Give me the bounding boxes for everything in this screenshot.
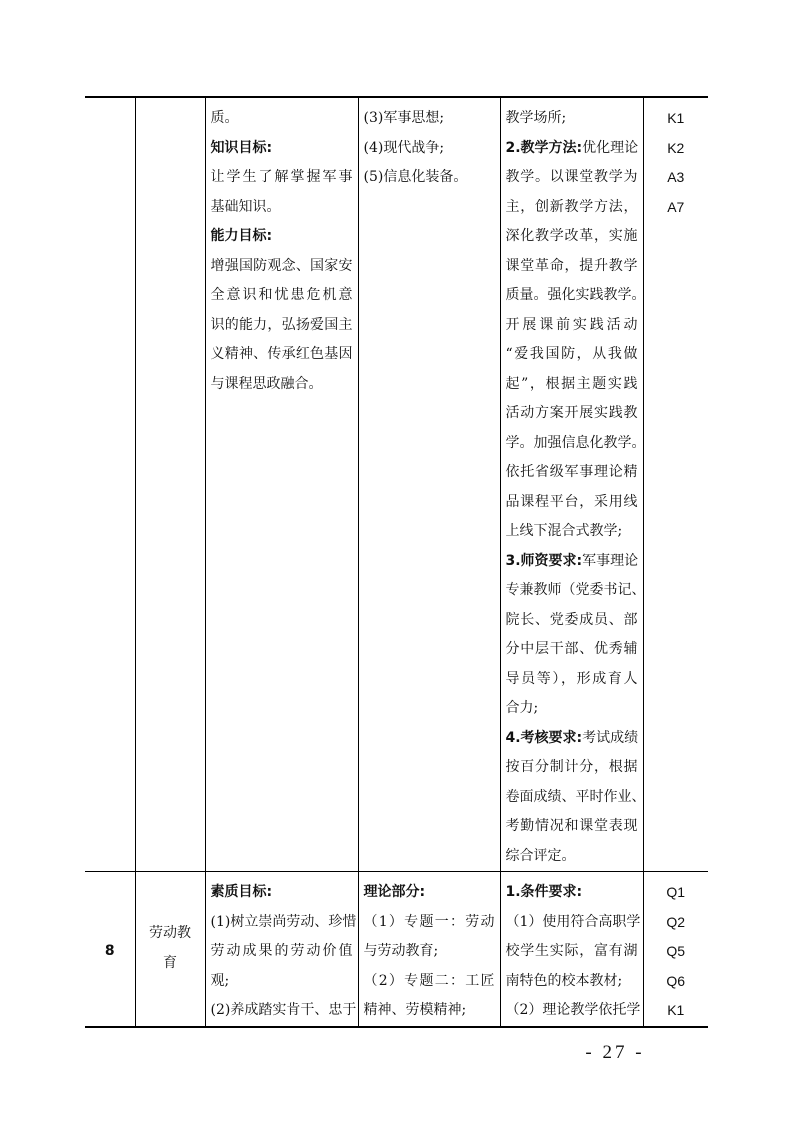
- cell-line: 校学生实际，富有湖: [505, 943, 638, 959]
- cell-line: 识的能力，弘扬爱国主: [210, 316, 353, 333]
- goals-cell: [205, 872, 358, 1027]
- cell-line: 能力目标:: [210, 228, 273, 244]
- content-cell: [358, 97, 500, 872]
- cell-line: 开展课前实践活动: [505, 316, 638, 333]
- cell-line: (3)军事思想;: [363, 110, 445, 126]
- cell-line: (4)现代战争;: [363, 139, 445, 156]
- ability-code: Q2: [666, 913, 686, 930]
- ability-code: Q5: [666, 943, 686, 959]
- cell-line: 课堂革命，提升教学: [505, 257, 638, 274]
- cell-line: 基础知识。: [210, 198, 281, 215]
- cell-line: 理论部分:: [363, 884, 426, 900]
- course-name-cell: [135, 872, 205, 1027]
- cell-line: 质。: [210, 110, 239, 126]
- cell-line: 卷面成绩、平时作业、: [505, 788, 646, 805]
- ability-code: A3: [667, 169, 685, 185]
- cell-line: 教学场所;: [505, 110, 567, 126]
- cell-line: [506, 547, 638, 577]
- cell-line: （2）理论教学依托学: [505, 1002, 641, 1018]
- section-text: 考试成绩: [582, 729, 639, 746]
- cell-line: 主，创新教学方法，: [505, 198, 638, 215]
- cell-line: 与课程思政融合。: [210, 375, 323, 392]
- cell-line: 教学。以课堂教学为: [505, 169, 638, 185]
- cell-line: (1)树立崇尚劳动、珍惜: [210, 913, 357, 930]
- cell-line: （1）使用符合高职学: [505, 913, 641, 930]
- cell-line: 知识目标:: [210, 139, 273, 156]
- goals-cell: [205, 97, 358, 872]
- cell-line: 全意识和忧患危机意: [210, 287, 353, 303]
- requirements-cell: [500, 872, 643, 1027]
- cell-line: 综合评定。: [505, 847, 576, 864]
- requirements-cell: [500, 97, 646, 872]
- content-cell: [358, 872, 500, 1027]
- cell-line: 让学生了解掌握军事: [210, 169, 353, 185]
- cell-line: 1.条件要求:: [505, 884, 583, 900]
- cell-line: 合力;: [505, 700, 539, 716]
- cell-line: 导员等），形成育人: [505, 670, 638, 687]
- cell-line: 义精神、传承红色基因: [210, 346, 353, 362]
- ability-code: A7: [667, 198, 685, 215]
- course-name-cell: [135, 97, 205, 872]
- page-number: - 27 -: [585, 1042, 645, 1063]
- cell-line: 学。加强信息化教学。: [505, 434, 646, 451]
- ability-code: K2: [667, 139, 685, 156]
- table-row: [85, 872, 708, 1027]
- cell-line: 院长、党委成员、部: [505, 611, 638, 628]
- section-text: 军事理论: [582, 552, 639, 569]
- cell-line: （2）专题二：工匠: [363, 972, 495, 989]
- cell-line: 素质目标:: [210, 884, 273, 900]
- cell-line: 精神、劳模精神;: [363, 1002, 467, 1018]
- cell-line: 质量。强化实践教学。: [505, 287, 646, 303]
- cell-line: 增强国防观念、国家安: [210, 257, 353, 274]
- cell-line: (5)信息化装备。: [363, 169, 468, 185]
- ability-codes-cell: [643, 872, 708, 1027]
- section-label: 2.教学方法:: [505, 139, 583, 156]
- cell-line: 考勤情况和课堂表现: [505, 818, 638, 834]
- cell-line: 上线下混合式教学;: [505, 523, 623, 539]
- course-number-cell: [85, 97, 135, 872]
- cell-line: [506, 724, 638, 754]
- cell-line: 品课程平台，采用线: [505, 493, 638, 510]
- cell-line: [506, 134, 638, 164]
- ability-code: K1: [667, 110, 685, 126]
- cell-line: （1）专题一：劳动: [363, 913, 495, 930]
- cell-line: 按百分制计分，根据: [505, 759, 638, 775]
- cell-line: “爱我国防，从我做: [505, 346, 638, 362]
- section-label: 3.师资要求:: [505, 552, 583, 569]
- course-number-cell: 8: [85, 872, 135, 1027]
- ability-codes-cell: [643, 97, 708, 872]
- cell-line: (2)养成踏实肯干、忠于: [210, 1002, 357, 1018]
- course-table: [85, 96, 708, 1028]
- table-row: [85, 97, 708, 872]
- cell-line: 南特色的校本教材;: [505, 972, 623, 989]
- cell-line: 起”，根据主题实践: [505, 375, 638, 392]
- cell-line: 劳动成果的劳动价值: [210, 943, 353, 959]
- section-label: 4.考核要求:: [505, 729, 583, 746]
- ability-code: K1: [667, 1002, 685, 1018]
- cell-line: 深化教学改革，实施: [505, 228, 638, 244]
- cell-line: 与劳动教育;: [363, 943, 439, 959]
- cell-line: 专兼教师（党委书记、: [505, 582, 646, 598]
- cell-line: 分中层干部、优秀辅: [505, 641, 638, 657]
- cell-line: 活动方案开展实践教: [505, 405, 638, 421]
- ability-code: Q6: [666, 972, 686, 989]
- ability-code: Q1: [666, 884, 686, 900]
- cell-line: 依托省级军事理论精: [505, 464, 638, 480]
- section-text: 优化理论: [582, 139, 639, 156]
- course-name-line: 劳动教: [149, 925, 191, 942]
- course-name-line: 育: [163, 954, 177, 971]
- cell-line: 观;: [210, 972, 230, 989]
